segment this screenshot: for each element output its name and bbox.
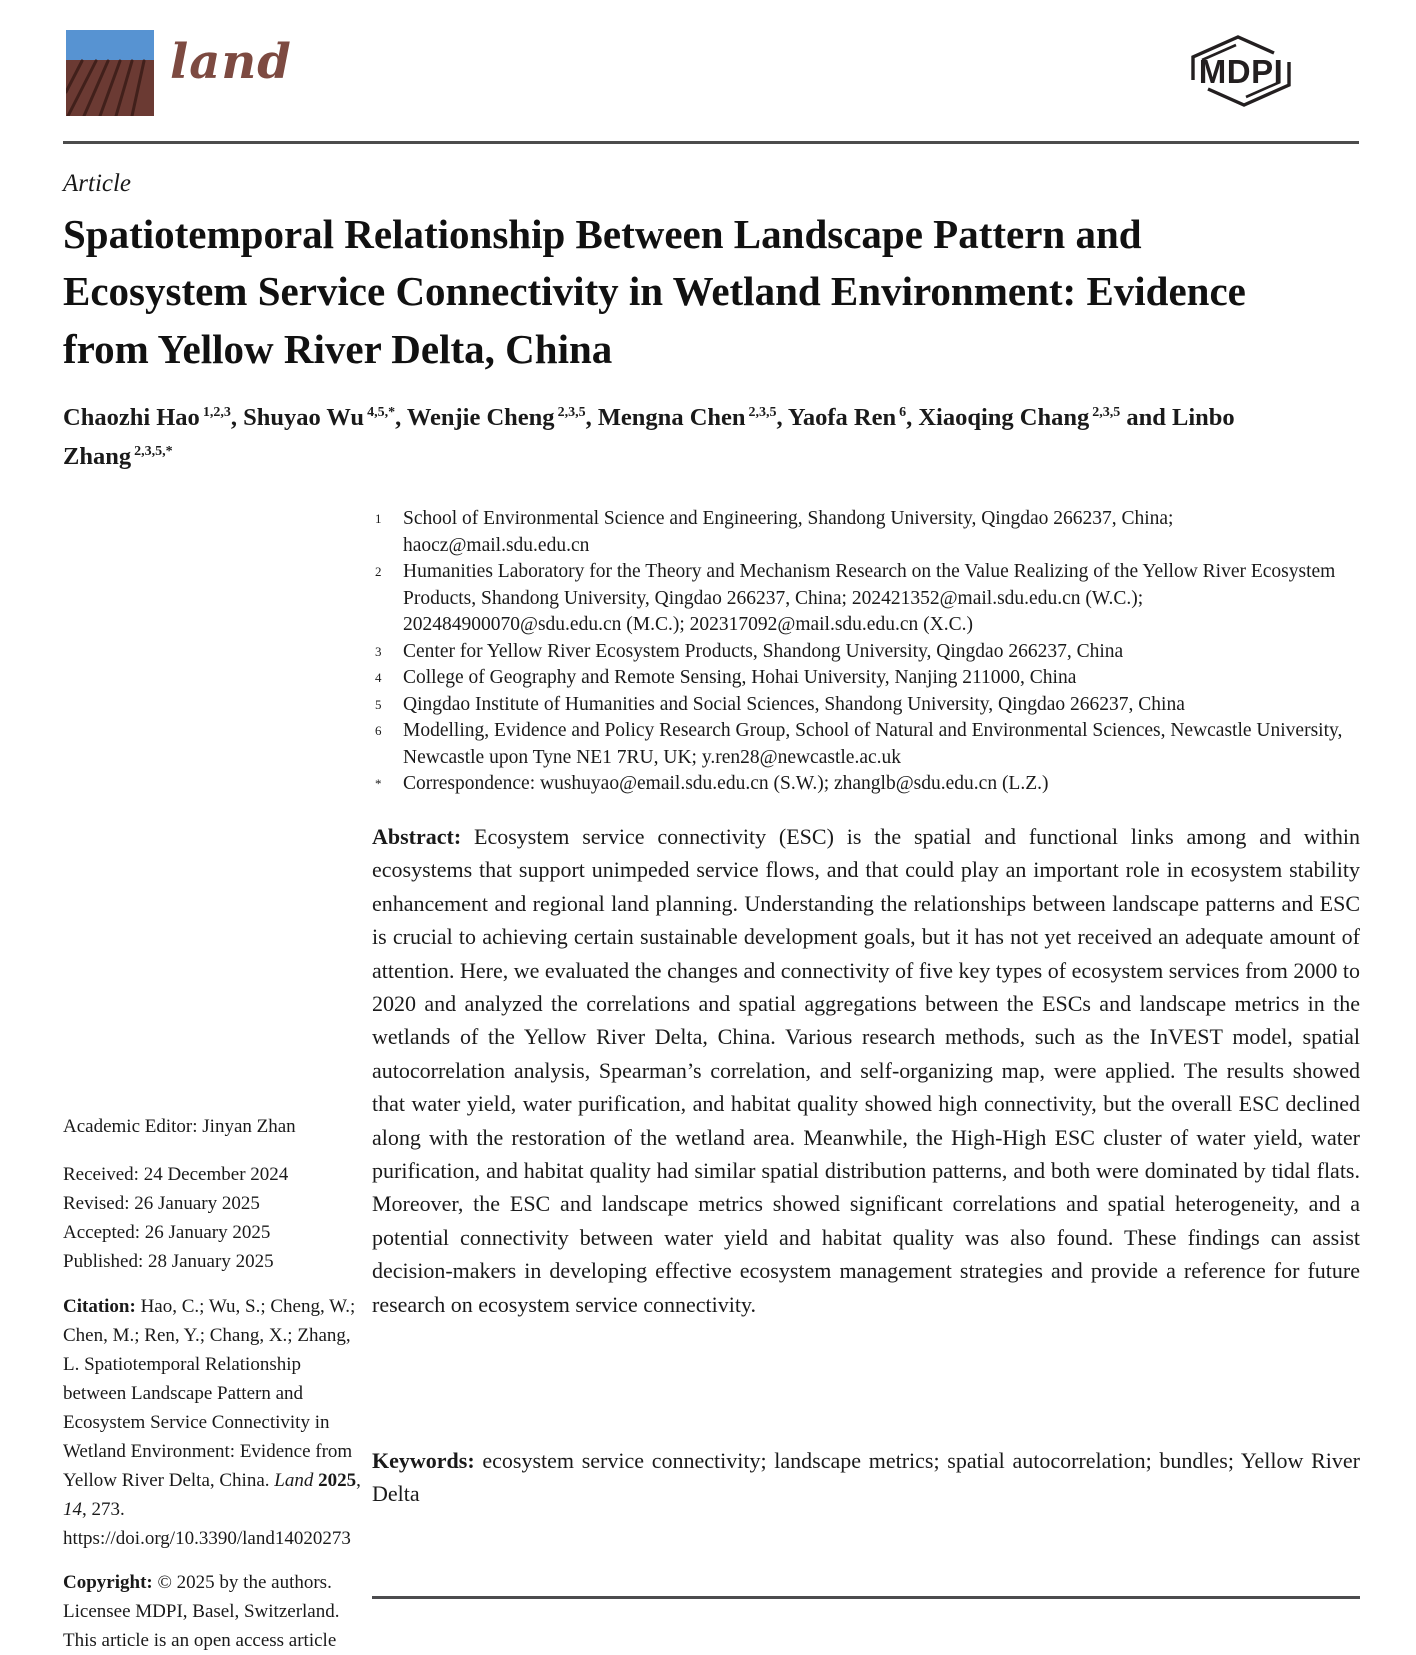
author-separator: , [395,404,407,431]
affiliation-item [372,665,1364,692]
author-name: Linbo Zhang [63,404,1235,470]
academic-editor: Academic Editor: Jinyan Zhan [63,1116,296,1137]
svg-text:MDPI: MDPI [1198,53,1284,90]
affiliation-marker: 4 [375,670,382,685]
affiliation-marker: 1 [375,511,382,526]
citation-block [63,1292,363,1553]
affiliation-item [372,639,1364,666]
abstract-label: Abstract: [372,824,462,849]
affiliation-item [372,692,1364,719]
affiliation-marker: 5 [375,696,382,712]
affiliation-text: College of Geography and Remote Sensing, Hohai University, Nanjing 211000, China [403,667,1077,688]
author-name: Shuyao Wu [243,404,365,431]
affiliation-text: Qingdao Institute of Humanities and Social Sciences, Shandong University, Qingdao 266237, China [403,693,1185,715]
author-name: Yaofa Ren [787,404,897,431]
mdpi-logo-icon [1186,34,1296,113]
author-affiliation-superscript: 1,2,3 [202,404,231,420]
affiliation-item [372,559,1364,639]
keywords-text: ecosystem service connectivity; landscape metrics; spatial autocorrelation; bundles; Yellow River Delta [372,1448,1361,1507]
author-affiliation-superscript: 2,3,5 [748,404,777,420]
copyright-label: Copyright: [63,1572,153,1593]
citation-journal: Land [274,1470,319,1491]
keywords-label: Keywords: [372,1448,475,1473]
affiliation-text: School of Environmental Science and Engineering, Shandong University, Qingdao 266237, China; haocz@mail.sdu.edu.cn [403,508,1174,556]
abstract-text: Ecosystem service connectivity (ESC) is the spatial and functional links among and within ecosystems that support unimpeded service flows, and that could play an important role in ecosystem stability enhancement and regional land planning. Understanding the relationships between landscape patterns and ESC is crucial to achieving certain sustainable development goals, but it has not yet received an adequate amount of attention. Here, we evaluated the changes and connectivity of five key types of ecosystem services from 2000 to 2020 and analyzed the correlations and spatial aggregations between the ESCs and landscape metrics in the wetlands of the Yellow River Delta, China. Various research methods, such as the InVEST model, spatial autocorrelation analysis, Spearman’s correlation, and self-organizing map, were applied. The results showed that water yield, water purification, and habitat quality showed high connectivity, but the overall ESC declined along with the restoration of the wetland area. Meanwhile, the High-High ESC cluster of water yield, water purification, and habitat quality had similar spatial distribution patterns, and both were dominated by tidal flats. Moreover, the ESC and landscape metrics showed significant correlations and spatial heterogeneity, and a potential connectivity between water yield and habitat quality was also found. These findings can assist decision-makers in developing effective ecosystem management strategies and provide a reference for future research on ecosystem service connectivity. [372,824,1360,1317]
affiliation-text: Correspondence: wushuyao@email.sdu.edu.cn (S.W.); zhanglb@sdu.edu.cn (L.Z.) [403,773,1049,794]
published-date: Published: 28 January 2025 [63,1251,274,1272]
author-affiliation-superscript: 2,3,5 [1092,404,1121,420]
section-rule [372,1596,1360,1599]
author-separator: , [230,404,244,431]
author-name: Xiaoqing Chang [918,404,1090,431]
affiliation-marker: 2 [375,564,382,579]
author-list [63,399,1313,476]
author-separator: , [776,404,788,431]
citation-main: Hao, C.; Wu, S.; Cheng, W.; Chen, M.; Ren, Y.; Chang, X.; Zhang, L. Spatiotemporal Relationship between Landscape Pattern and Ecosystem Service Connectivity in Wetland Environment: Evidence from Yellow River Delta, China. [63,1296,356,1491]
author [63,404,243,431]
accepted-date: Accepted: 26 January 2025 [63,1222,271,1243]
author-name: Wenjie Cheng [406,404,555,431]
author-separator: , [585,404,598,431]
author-affiliation-superscript: 4,5,* [367,404,396,420]
abstract-paragraph [372,820,1360,1321]
paper-title: Spatiotemporal Relationship Between Landscape Pattern and Ecosystem Service Connectivity in Wetland Environment: Evidence from Yellow River Delta, China [63,211,1246,372]
affiliation-list [372,506,1364,798]
author [788,404,918,431]
author-affiliation-superscript: 2,3,5,* [134,443,173,459]
author-name: Chaozhi Hao [63,404,200,431]
citation-year: 2025 [318,1470,357,1491]
affiliation-item [372,771,1364,798]
land-journal-logo-icon [66,30,154,121]
affiliation-marker: 3 [375,643,382,659]
copyright-block [63,1568,363,1655]
author-name: Mengna Chen [597,404,746,431]
revised-date: Revised: 26 January 2025 [63,1193,260,1214]
keywords-paragraph [372,1444,1360,1511]
author-lead: and [1126,404,1172,431]
author [407,404,598,431]
affiliation-item [372,506,1364,559]
author [918,404,1126,431]
affiliation-text: Modelling, Evidence and Policy Research Group, School of Natural and Environmental Sciences, Newcastle University, Newcastle upon Tyne NE1 7RU, UK; y.ren28@newcastle.ac.uk [403,720,1343,768]
citation-label: Citation: [63,1296,136,1317]
citation-doi: , 273. https://doi.org/10.3390/land14020273 [63,1499,351,1549]
copyright-text: © 2025 by the authors. Licensee MDPI, Basel, Switzerland. This article is an open access article [63,1572,340,1651]
author [598,404,788,431]
header-rule [63,141,1359,144]
affiliation-marker: 6 [375,723,382,738]
article-history [63,1160,363,1276]
affiliation-item [372,718,1364,771]
citation-volume: 14 [63,1499,82,1520]
citation-volume-separator: , [356,1470,361,1491]
affiliation-text: Humanities Laboratory for the Theory and Mechanism Research on the Value Realizing of the Yellow River Ecosystem Products, Shandong University, Qingdao 266237, China; 202421352@mail.sdu.edu.cn (W.C.); 202484900070@sdu.edu.cn (M.C.); 202317092@mail.sdu.edu.cn (X.C.) [403,561,1336,635]
author-separator: , [906,404,919,431]
journal-wordmark: land [170,34,292,90]
received-date: Received: 24 December 2024 [63,1164,289,1185]
article-type-label: Article [63,170,132,197]
author-affiliation-superscript: 6 [899,404,907,420]
affiliation-text: Center for Yellow River Ecosystem Products, Shandong University, Qingdao 266237, China [403,640,1124,662]
author-affiliation-superscript: 2,3,5 [557,404,586,420]
author [243,404,407,431]
affiliation-marker: * [375,776,382,791]
